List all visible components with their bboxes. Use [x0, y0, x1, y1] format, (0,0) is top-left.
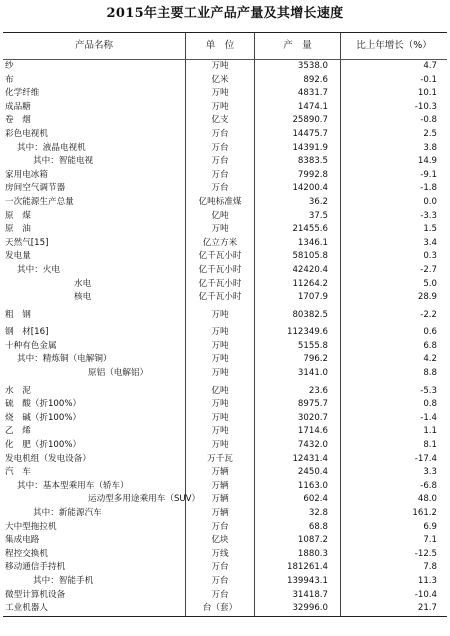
- output-cell: 80382.5: [255, 309, 341, 323]
- output-cell: 7432.0: [255, 439, 341, 453]
- table-row: [3, 534, 447, 548]
- product-name-cell: 其中：智能手机: [3, 575, 186, 589]
- growth-cell: -12.5: [414, 548, 437, 559]
- unit-cell: 万吨: [186, 340, 255, 354]
- output-cell: 4831.7: [255, 87, 341, 101]
- growth-cell: -1.4: [420, 412, 437, 423]
- output-cell: 14200.4: [255, 182, 341, 196]
- growth-cell: -0.8: [420, 115, 437, 126]
- unit-cell: 亿千瓦小时: [186, 264, 255, 278]
- production-table: [3, 32, 447, 617]
- growth-cell: 7.8: [423, 562, 437, 573]
- output-cell: 8975.7: [255, 398, 341, 412]
- unit-cell: 万台: [186, 182, 255, 196]
- growth-cell: 2.5: [423, 128, 437, 139]
- output-cell: 1087.2: [255, 534, 341, 548]
- table-row: [3, 412, 447, 426]
- product-name-cell: 程控交换机: [3, 548, 186, 562]
- product-name-cell: 原 煤: [3, 210, 186, 224]
- growth-cell: -3.3: [420, 210, 437, 221]
- output-cell: 139943.1: [255, 575, 341, 589]
- table-row: [3, 196, 447, 210]
- output-cell: 2450.4: [255, 466, 341, 480]
- output-cell: 31418.7: [255, 589, 341, 603]
- table-row: [3, 250, 447, 264]
- growth-cell: 3.4: [423, 237, 437, 248]
- output-cell: 892.6: [255, 74, 341, 88]
- table-row: [3, 439, 447, 453]
- growth-cell: 3.8: [423, 142, 437, 153]
- product-name-cell: 布: [3, 74, 186, 88]
- output-cell: 37.5: [255, 210, 341, 224]
- output-cell: 7992.8: [255, 169, 341, 183]
- unit-cell: 亿吨标准煤: [186, 196, 255, 210]
- unit-cell: 万吨: [186, 353, 255, 367]
- table-row: [3, 60, 447, 74]
- product-name-cell: 乙 烯: [3, 425, 186, 439]
- output-cell: 21455.6: [255, 223, 341, 237]
- unit-cell: 亿块: [186, 534, 255, 548]
- product-name-cell: 核电: [3, 291, 186, 305]
- table-row: [3, 326, 447, 340]
- unit-cell: 万吨: [186, 223, 255, 237]
- product-name-cell: 其中：液晶电视机: [3, 142, 186, 156]
- output-cell: 1163.0: [255, 480, 341, 494]
- output-cell: 36.2: [255, 196, 341, 210]
- table-row: [3, 210, 447, 224]
- table-row: [3, 453, 447, 467]
- growth-cell: 5.0: [423, 278, 437, 289]
- unit-cell: 万吨: [186, 367, 255, 381]
- unit-cell: 万吨: [186, 412, 255, 426]
- output-cell: 1880.3: [255, 548, 341, 562]
- table-row: [3, 101, 447, 115]
- growth-cell: -6.8: [420, 480, 437, 491]
- unit-cell: 万吨: [186, 425, 255, 439]
- output-cell: 42420.4: [255, 264, 341, 278]
- product-name-cell: 化学纤维: [3, 87, 186, 101]
- output-cell: 11264.2: [255, 278, 341, 292]
- product-name-cell: 硫 酸（折100%）: [3, 398, 186, 412]
- table-row: [3, 278, 447, 292]
- table-row: [3, 425, 447, 439]
- product-name-cell: 一次能源生产总量: [3, 196, 186, 210]
- output-cell: 12431.4: [255, 453, 341, 467]
- table-row: [3, 466, 447, 480]
- product-name-cell: 十种有色金属: [3, 340, 186, 354]
- output-cell: 181261.4: [255, 561, 341, 575]
- growth-cell: 0.6: [423, 327, 437, 338]
- growth-cell: 3.3: [423, 467, 437, 478]
- unit-cell: 万吨: [186, 439, 255, 453]
- product-name-cell: 汽 车: [3, 466, 186, 480]
- growth-cell: 0.3: [423, 251, 437, 262]
- unit-cell: 台（套）: [186, 602, 255, 616]
- table-row: [3, 291, 447, 305]
- unit-cell: 万台: [186, 575, 255, 589]
- unit-cell: 亿吨: [186, 385, 255, 399]
- output-cell: 3538.0: [255, 60, 341, 74]
- unit-cell: 万吨: [186, 60, 255, 74]
- growth-cell: -17.4: [414, 453, 437, 464]
- table-row: [3, 74, 447, 88]
- output-cell: 58105.8: [255, 250, 341, 264]
- growth-cell: 8.8: [423, 368, 437, 379]
- unit-cell: 万台: [186, 142, 255, 156]
- product-name-cell: 家用电冰箱: [3, 169, 186, 183]
- table-row: [3, 602, 447, 616]
- output-cell: 25890.7: [255, 114, 341, 128]
- growth-cell: 11.3: [417, 575, 437, 586]
- table-row: [3, 128, 447, 142]
- product-name-cell: 其中：新能源汽车: [3, 507, 186, 521]
- table-row: [3, 548, 447, 562]
- table-row: [3, 223, 447, 237]
- unit-cell: 万辆: [186, 480, 255, 494]
- unit-cell: 万吨: [186, 326, 255, 340]
- table-row: [3, 237, 447, 251]
- table-row: [3, 264, 447, 278]
- product-name-cell: 集成电路: [3, 534, 186, 548]
- product-name-cell: 工业机器人: [3, 602, 186, 616]
- growth-cell: 14.9: [417, 156, 437, 167]
- header-growth: 比上年增长（%）: [356, 40, 432, 51]
- output-cell: 1474.1: [255, 101, 341, 115]
- growth-cell: -1.8: [420, 183, 437, 194]
- product-name-cell: 卷 烟: [3, 114, 186, 128]
- table-row: [3, 561, 447, 575]
- output-cell: 1707.9: [255, 291, 341, 305]
- table-row: [3, 367, 447, 381]
- output-cell: 602.4: [255, 493, 341, 507]
- growth-cell: 28.9: [417, 292, 437, 303]
- table-header-row: [3, 33, 447, 60]
- table-row: [3, 507, 447, 521]
- table-row: [3, 155, 447, 169]
- product-name-cell: 发电量: [3, 250, 186, 264]
- unit-cell: 亿支: [186, 114, 255, 128]
- product-name-cell: 运动型多用途乘用车（SUV）: [3, 493, 186, 507]
- product-name-cell: 成品糖: [3, 101, 186, 115]
- unit-cell: 亿千瓦小时: [186, 250, 255, 264]
- growth-cell: 4.2: [423, 354, 437, 365]
- output-cell: 14391.9: [255, 142, 341, 156]
- unit-cell: 万辆: [186, 466, 255, 480]
- product-name-cell: 其中：基本型乘用车（轿车）: [3, 480, 186, 494]
- unit-cell: 万线: [186, 548, 255, 562]
- table-row: [3, 142, 447, 156]
- output-cell: 5155.8: [255, 340, 341, 354]
- growth-cell: -2.7: [420, 264, 437, 275]
- output-cell: 14475.7: [255, 128, 341, 142]
- header-output: 产 量: [255, 33, 341, 59]
- product-name-cell: 其中：精炼铜（电解铜）: [3, 353, 186, 367]
- product-name-cell: 发电机组（发电设备）: [3, 453, 186, 467]
- unit-cell: 万台: [186, 155, 255, 169]
- table-row: [3, 521, 447, 535]
- unit-cell: 万吨: [186, 309, 255, 323]
- table-row: [3, 385, 447, 399]
- product-name-cell: 其中：火电: [3, 264, 186, 278]
- table-row: [3, 575, 447, 589]
- unit-cell: 万吨: [186, 101, 255, 115]
- product-name-cell: 钢 材[16]: [3, 326, 186, 340]
- growth-cell: -10.3: [414, 101, 437, 112]
- product-name-cell: 大中型拖拉机: [3, 521, 186, 535]
- unit-cell: 亿立方米: [186, 237, 255, 251]
- table-row: [3, 340, 447, 354]
- unit-cell: 万吨: [186, 398, 255, 412]
- table-row: [3, 398, 447, 412]
- output-cell: 32996.0: [255, 602, 341, 616]
- unit-cell: 亿米: [186, 74, 255, 88]
- growth-cell: 4.7: [423, 61, 437, 71]
- growth-cell: 8.1: [423, 440, 437, 451]
- unit-cell: 亿千瓦小时: [186, 291, 255, 305]
- product-name-cell: 微型计算机设备: [3, 589, 186, 603]
- output-cell: 68.8: [255, 521, 341, 535]
- growth-cell: 10.1: [417, 88, 437, 99]
- growth-cell: 1.1: [423, 426, 437, 437]
- output-cell: 1346.1: [255, 237, 341, 251]
- unit-cell: 亿吨: [186, 210, 255, 224]
- growth-cell: -0.1: [420, 74, 437, 85]
- output-cell: 23.6: [255, 385, 341, 399]
- product-name-cell: 天然气[15]: [3, 237, 186, 251]
- unit-cell: 万台: [186, 128, 255, 142]
- product-name-cell: 纱: [3, 60, 186, 74]
- growth-cell: -5.3: [420, 385, 437, 396]
- table-row: [3, 87, 447, 101]
- table-body: [3, 60, 447, 616]
- table-row: [3, 589, 447, 603]
- growth-cell: 1.5: [423, 224, 437, 235]
- output-cell: 32.8: [255, 507, 341, 521]
- header-unit: 单 位: [186, 33, 255, 59]
- table-row: [3, 114, 447, 128]
- product-name-cell: 水 泥: [3, 385, 186, 399]
- unit-cell: 万辆: [186, 507, 255, 521]
- table-row: [3, 309, 447, 323]
- growth-cell: 161.2: [412, 508, 437, 518]
- product-name-cell: 原 油: [3, 223, 186, 237]
- product-name-cell: 其中：智能电视: [3, 155, 186, 169]
- output-cell: 112349.6: [255, 326, 341, 340]
- unit-cell: 万台: [186, 521, 255, 535]
- table-row: [3, 493, 447, 507]
- header-product-name: 产品名称: [3, 33, 186, 59]
- unit-cell: 万台: [186, 561, 255, 575]
- growth-cell: 6.8: [423, 340, 437, 351]
- growth-cell: 0.0: [423, 196, 437, 207]
- growth-cell: -10.4: [414, 589, 437, 600]
- growth-cell: 7.1: [423, 535, 437, 546]
- unit-cell: 万台: [186, 589, 255, 603]
- unit-cell: 万千瓦: [186, 453, 255, 467]
- unit-cell: 万辆: [186, 493, 255, 507]
- growth-cell: -2.2: [420, 309, 437, 320]
- product-name-cell: 原铝（电解铝）: [3, 367, 186, 381]
- table-row: [3, 182, 447, 196]
- unit-cell: 万吨: [186, 87, 255, 101]
- product-name-cell: 房间空气调节器: [3, 182, 186, 196]
- product-name-cell: 烧 碱（折100%）: [3, 412, 186, 426]
- product-name-cell: 化 肥（折100%）: [3, 439, 186, 453]
- growth-cell: -9.1: [420, 169, 437, 180]
- growth-cell: 6.9: [423, 521, 437, 532]
- product-name-cell: 移动通信手持机: [3, 561, 186, 575]
- product-name-cell: 水电: [3, 278, 186, 292]
- unit-cell: 万台: [186, 169, 255, 183]
- table-row: [3, 353, 447, 367]
- table-row: [3, 480, 447, 494]
- product-name-cell: 粗 钢: [3, 309, 186, 323]
- output-cell: 796.2: [255, 353, 341, 367]
- product-name-cell: 彩色电视机: [3, 128, 186, 142]
- output-cell: 8383.5: [255, 155, 341, 169]
- growth-cell: 48.0: [417, 494, 437, 505]
- unit-cell: 亿千瓦小时: [186, 278, 255, 292]
- output-cell: 3020.7: [255, 412, 341, 426]
- output-cell: 1714.6: [255, 425, 341, 439]
- table-title: 2015年主要工业产品产量及其增长速度: [106, 6, 344, 21]
- table-row: [3, 169, 447, 183]
- output-cell: 3141.0: [255, 367, 341, 381]
- growth-cell: 0.8: [423, 399, 437, 410]
- growth-cell: 21.7: [417, 603, 437, 614]
